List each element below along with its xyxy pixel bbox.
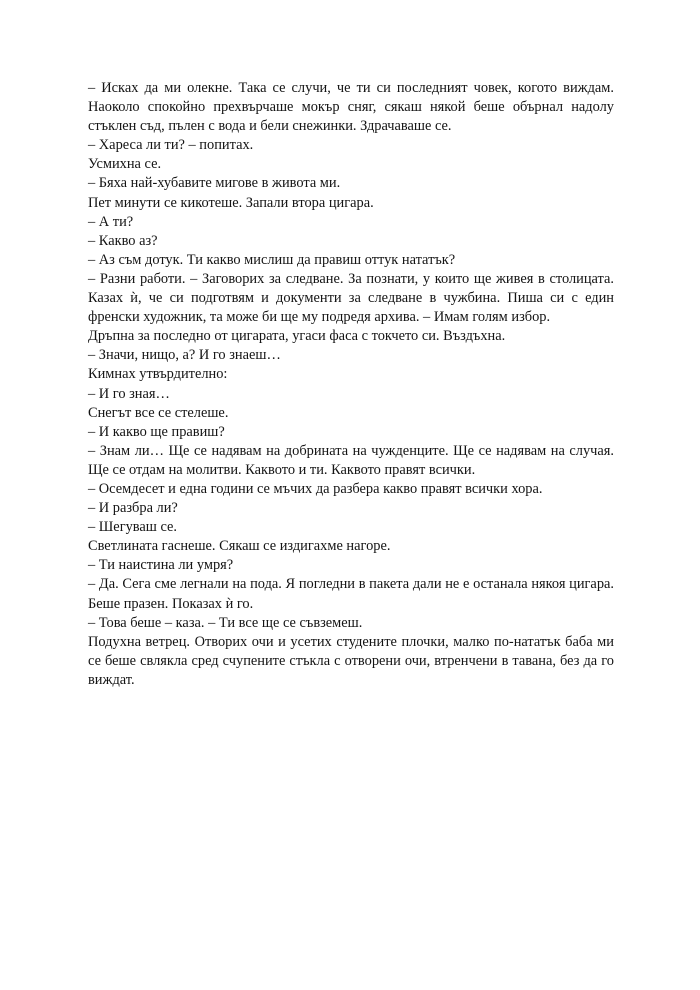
paragraph-5: Пет минути се кикотеше. Запали втора цигара. <box>88 194 374 211</box>
paragraph-12: Кимнах утвърдително: <box>88 366 228 383</box>
paragraph-13: – И го зная… <box>88 385 170 402</box>
paragraph-15: – И какво ще правиш? <box>88 423 225 440</box>
paragraph-4: – Бяха най-хубавите мигове в живота ми. <box>88 175 341 192</box>
paragraph-2: – Хареса ли ти? – попитах. <box>88 137 254 154</box>
paragraph-6: – А ти? <box>88 213 134 230</box>
document-body <box>88 79 614 690</box>
paragraph-3: Усмихна се. <box>88 156 162 173</box>
paragraph-22: – Да. Сега сме легнали на пода. Я погледни в пакета дали не е останала някоя цигара. Беше празен. Показах ѝ го. <box>88 576 614 612</box>
paragraph-1: – Исках да ми олекне. Така се случи, че ти си последният човек, когото виждам. Наоколо спокойно прехвърчаше мокър сняг, сякаш някой беше обърнал надолу стъклен съд, пълен с вода и бели снежинки. Здрачаваше се. <box>88 80 614 135</box>
paragraph-23: – Това беше – каза. – Ти все ще се съвземеш. <box>88 614 363 631</box>
paragraph-14: Снегът все се стелеше. <box>88 404 229 421</box>
paragraph-20: Светлината гаснеше. Сякаш се издигахме нагоре. <box>88 538 391 555</box>
paragraph-19: – Шегуваш се. <box>88 519 178 536</box>
paragraph-11: – Значи, нищо, а? И го знаеш… <box>88 347 281 364</box>
paragraph-21: – Ти наистина ли умря? <box>88 557 234 574</box>
paragraph-10: Дръпна за последно от цигарата, угаси фаса с токчето си. Въздъхна. <box>88 328 506 345</box>
paragraph-7: – Какво аз? <box>88 232 158 249</box>
paragraph-17: – Осемдесет и една години се мъчих да разбера какво правят всички хора. <box>88 480 543 497</box>
paragraph-18: – И разбра ли? <box>88 500 178 517</box>
paragraph-8: – Аз съм дотук. Ти какво мислиш да правиш оттук нататък? <box>88 251 456 268</box>
paragraph-9: – Разни работи. – Заговорих за следване. За познати, у които ще живея в столицата. Казах ѝ, че си подготвям и документи за следване в чужбина. Пиша си с един френски художник, та може би ще му подредя архива. – Имам голям избор. <box>88 270 614 326</box>
paragraph-24: Подухна ветрец. Отворих очи и усетих студените плочки, малко по-нататък баба ми се беше свлякла сред счупените стъкла с отворени очи, втренчени в тавана, без да го виждат. <box>88 633 614 688</box>
paragraph-16: – Знам ли… Ще се надявам на добрината на чужденците. Ще се надявам на случая. Ще се отдам на молитви. Каквото и ти. Каквото правят всички. <box>88 442 614 478</box>
